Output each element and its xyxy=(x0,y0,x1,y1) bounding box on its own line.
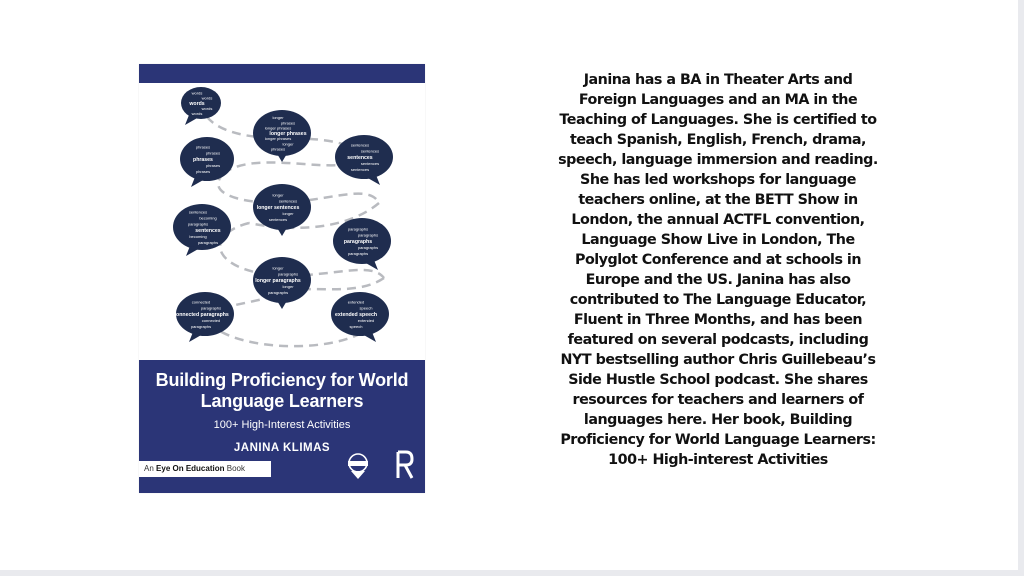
speech-bubble-word: sentences xyxy=(350,142,370,148)
speech-bubble-word: sentences xyxy=(350,167,370,173)
speech-bubble-word: phrases xyxy=(270,146,286,152)
speech-bubble-word: sentences xyxy=(360,161,380,166)
publisher-logo-icon xyxy=(395,448,415,482)
speech-bubble-word: phrases xyxy=(280,120,296,126)
speech-bubble-word: connected xyxy=(201,318,221,323)
speech-bubble-word: longer xyxy=(272,265,284,271)
book-author: JANINA KLIMAS xyxy=(233,442,331,454)
cover-illustration xyxy=(139,83,425,360)
speech-bubble-word: sentences xyxy=(268,217,288,223)
imprint-suffix: Book xyxy=(226,464,245,473)
book-cover xyxy=(139,64,425,493)
speech-bubble-tail xyxy=(276,226,288,236)
speech-bubble-word: words xyxy=(191,90,203,96)
speech-bubble-word: phrases xyxy=(205,150,221,156)
speech-bubble-word: longer phrases xyxy=(264,136,292,142)
speech-bubble-word: becoming xyxy=(189,234,207,239)
speech-bubble-word: paragraphs xyxy=(187,221,209,227)
speech-bubble-word: sentences xyxy=(347,154,373,161)
speech-bubble-word: sentences xyxy=(188,209,208,215)
speech-bubble-word: longer xyxy=(282,211,294,216)
speech-bubble-word: connected xyxy=(191,299,211,305)
window-edge-right xyxy=(1018,0,1024,576)
speech-bubble-word: words xyxy=(201,95,213,101)
speech-bubble xyxy=(173,204,231,256)
speech-bubble xyxy=(253,257,311,309)
speech-bubble-word: longer xyxy=(272,115,284,121)
badge-icon xyxy=(345,452,371,480)
cover-top-bar xyxy=(139,64,425,83)
speech-bubble-word: sentences xyxy=(360,148,380,154)
speech-bubble-word: paragraphs xyxy=(347,251,369,257)
speech-bubble-word: paragraphs xyxy=(197,240,219,246)
speech-bubble-word: longer xyxy=(282,284,294,289)
imprint-label xyxy=(139,461,271,477)
window-edge-bottom xyxy=(0,570,1024,576)
speech-bubble-word: words xyxy=(191,111,203,117)
speech-bubble-word: phrases xyxy=(205,163,221,168)
speech-bubble-word: words xyxy=(189,100,205,107)
author-bio: Janina has a BA in Theater Arts and Foreign Languages and an MA in the Teaching of Languages. She is certified to teach Spanish, English, French, drama, speech, language immersion and reading. She has led workshops for language teachers online, at the BETT Show in London, the annual ACTFL convention, Language Show Live in London, The Polyglot Conference and at schools in Europe and the US. Janina has also contributed to The Language Educator, Fluent in Three Months, and has been featured on several podcasts, including NYT bestselling author Chris Guillebeau’s Side Hustle School podcast. She shares resources for teachers and learners of languages here. Her book, Building Proficiency for World Language Learners: 100+ High-interest Activities xyxy=(558,72,878,468)
speech-bubble-word: paragraphs xyxy=(347,226,369,232)
speech-bubble-word: extended xyxy=(357,318,375,323)
speech-bubble-word: connected paragraphs xyxy=(173,311,229,318)
speech-bubble-word: paragraphs xyxy=(343,238,373,245)
speech-bubble xyxy=(331,292,389,342)
speech-bubble-tail xyxy=(276,152,288,162)
imprint-prefix: An xyxy=(144,464,154,473)
speech-bubble-word: speech xyxy=(359,305,373,311)
imprint-brand: Eye On Education xyxy=(156,464,225,473)
speech-bubble-word: longer paragraphs xyxy=(255,277,301,284)
speech-bubble xyxy=(181,87,221,125)
speech-bubble-word: paragraphs xyxy=(200,305,222,311)
speech-bubble-word: paragraphs xyxy=(267,290,289,296)
speech-bubble-word: becoming xyxy=(199,215,217,221)
speech-bubble-word: speech xyxy=(349,324,363,330)
speech-bubble-word: longer phrases xyxy=(264,125,292,131)
speech-bubble-word: phrases xyxy=(193,156,213,163)
speech-bubble xyxy=(333,218,391,270)
speech-bubble-word: paragraphs xyxy=(277,271,299,277)
speech-bubble-word: longer xyxy=(272,192,284,198)
speech-bubble-word: extended speech xyxy=(334,311,378,318)
speech-bubble-word: longer xyxy=(282,141,294,147)
speech-bubble-word: longer phrases xyxy=(269,130,307,137)
book-title: Building Proficiency for World Language Learners xyxy=(155,370,409,411)
speech-bubble xyxy=(335,135,393,185)
speech-bubble-word: longer sentences xyxy=(256,204,300,211)
speech-bubble xyxy=(253,110,311,162)
speech-bubble-word: paragraphs xyxy=(190,324,212,330)
speech-bubble-word: phrases xyxy=(195,144,211,150)
book-subtitle: 100+ High-Interest Activities xyxy=(213,419,351,431)
speech-bubble-word: sentences xyxy=(278,198,298,204)
speech-bubble-word: words xyxy=(201,105,213,111)
speech-bubble-word: sentences xyxy=(195,227,221,234)
speech-bubble-word: extended xyxy=(347,299,365,305)
speech-bubble xyxy=(180,137,234,187)
cover-title-panel xyxy=(139,360,425,493)
speech-bubble-word: paragraphs xyxy=(357,245,379,250)
speech-bubble-tail xyxy=(276,299,288,309)
speech-bubble-word: phrases xyxy=(195,169,211,175)
speech-bubble-word: paragraphs xyxy=(357,232,379,238)
